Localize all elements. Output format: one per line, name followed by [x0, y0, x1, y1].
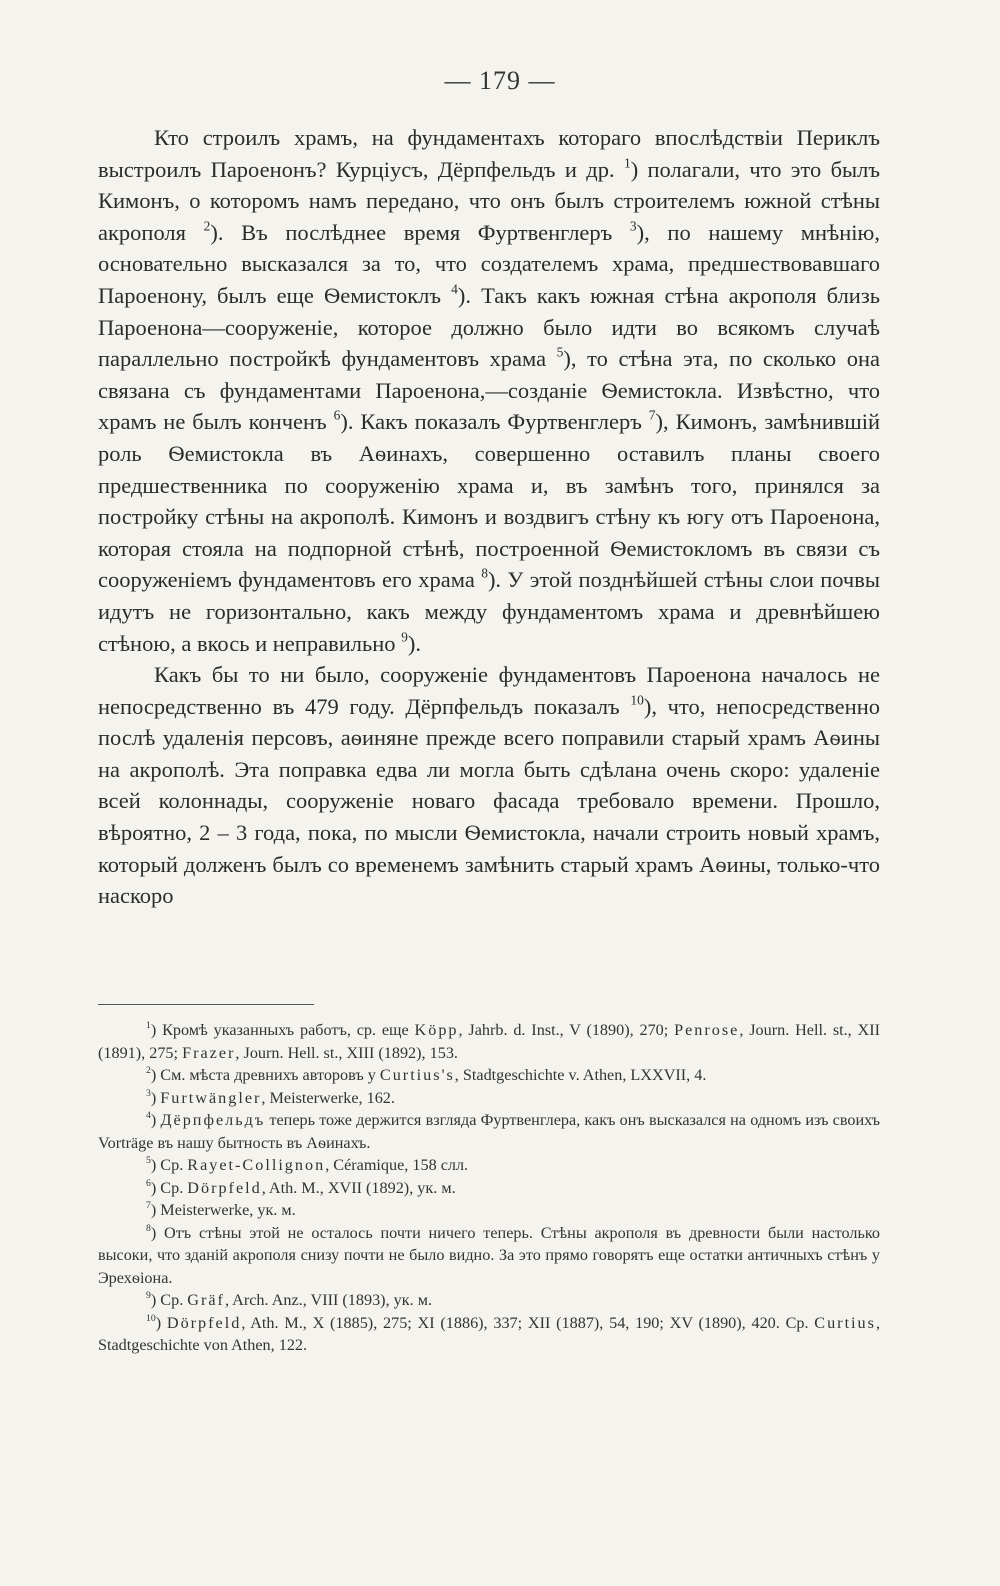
footnote-2: $^2$) См. мѣста древнихъ авторовъ у Curtius's, Stadtgeschichte v. Athen, LXXVII, 4. [146, 1065, 707, 1084]
paragraph-2: Какъ бы то ни было, сооруженіе фундаментовъ Пароенона началось не непосредственно въ 479 году. Дёрпфельдъ показалъ $^{10}$), что, непосредственно послѣ удаленія персовъ, аѳиняне прежде всего поправили старый храмъ Аѳины на акрополѣ. Эта поправка едва ли могла быть сдѣлана очень скоро: удаленіе всей колоннады, сооруженіе новаго фасада требовало времени. Прошло, вѣроятно, 2 – 3 года, пока, по мысли Ѳемистокла, начали строить новый храмъ, который долженъ былъ со временемъ замѣнить старый храмъ Аѳины, только-что наскоро [98, 662, 880, 909]
footnote-1: $^1$) Кромѣ указанныхъ работъ, ср. еще Köpp, Jahrb. d. Inst., V (1890), 270; Penrose, Journ. Hell. st., XII (1891), 275; Frazer, Journ. Hell. st., XIII (1892), 153. [98, 1020, 881, 1062]
footnote-3: $^3$) Furtwängler, Meisterwerke, 162. [146, 1087, 395, 1107]
footnote-4: $^4$) Дёрпфельдъ теперь тоже держится взгляда Фуртвенглера, какъ онъ высказался на одномъ изъ своихъ Vorträge въ нашу бытность въ Аѳинахъ. [98, 1110, 881, 1152]
footnote-6: $^6$) Ср. Dörpfeld, Ath. M., XVII (1892), ук. м. [146, 1177, 456, 1197]
footnote-ref-8: 8 [481, 565, 488, 581]
footnote-ref-1: 1 [623, 155, 631, 171]
footnote-ref-2: 2 [203, 218, 211, 234]
footnote-ref-10: 10 [630, 692, 644, 708]
footnote-8: $^8$) Отъ стѣны этой не осталось почти ничего теперь. Стѣны акрополя въ древности были настолько высоки, что зданій акрополя снизу почти не было видно. За это прямо говорятъ еще остатки античныхъ стѣнъ у Эрехѳіона. [98, 1222, 880, 1287]
footnote-10: $^{10}$) Dörpfeld, Ath. M., X (1885), 275; XI (1886), 337; XII (1887), 54, 190; XV (1890), 420. Ср. Curtius, Stadtgeschichte von Athen, 122. [98, 1312, 880, 1354]
footnote-9: $^9$) Ср. Gräf, Arch. Anz., VIII (1893), ук. м. [146, 1290, 433, 1309]
footnote-ref-7: 7 [648, 407, 656, 423]
footnote-ref-4: 4 [451, 281, 458, 297]
footnotes [98, 1019, 880, 1357]
main-text [98, 122, 880, 912]
footnote-ref-6: 6 [333, 407, 341, 423]
footnote-7: $^7$) Meisterwerke, ук. м. [146, 1200, 296, 1219]
paragraph-1: Кто строилъ храмъ, на фундаментахъ котораго впослѣдствіи Периклъ выстроилъ Пароенонъ? Курціусъ, Дёрпфельдъ и др. $^1$) полагали, что это былъ Кимонъ, о которомъ намъ передано, что онъ былъ строителемъ южной стѣны акрополя $^2$). Въ послѣднее время Фуртвенглеръ $^3$), по нашему мнѣнію, основательно высказался за то, что создателемъ храма, предшествовавшаго Пароенону, былъ еще Ѳемистоклъ $^4$). Такъ какъ южная стѣна акрополя близь Пароенона—сооруженіе, которое должно было идти во всякомъ случаѣ параллельно постройкѣ фундаментовъ храма $^5$), то стѣна эта, по сколько она связана съ фундаментами Пароенона,—созданіе Ѳемистокла. Извѣстно, что храмъ не былъ конченъ $^6$). Какъ показалъ Фуртвенглеръ $^7$), Кимонъ, замѣнившій роль Ѳемистокла въ Аѳинахъ, совершенно оставилъ планы своего предшественника по сооруженію храма и, въ замѣнъ того, принялся за постройку стѣны на акрополѣ. Кимонъ и воздвигъ стѣну къ югу отъ Пароенона, которая стояла на подпорной стѣнѣ, построенной Ѳемистокломъ въ связи съ сооруженіемъ фундаментовъ его храма $^8$). У этой позднѣйшей стѣны слои почвы идутъ не горизонтально, какъ между фундаментомъ храма и древнѣйшею стѣною, а вкось и неправильно $^9$). [98, 125, 881, 656]
footnote-ref-3: 3 [629, 218, 637, 234]
footnote-5: $^5$) Ср. Rayet-Collignon, Céramique, 158 слл. [146, 1155, 469, 1174]
footnote-ref-9: 9 [401, 629, 408, 645]
footnote-separator [98, 1004, 314, 1005]
footnote-ref-5: 5 [556, 344, 564, 360]
page-number: — 179 — [444, 66, 556, 95]
